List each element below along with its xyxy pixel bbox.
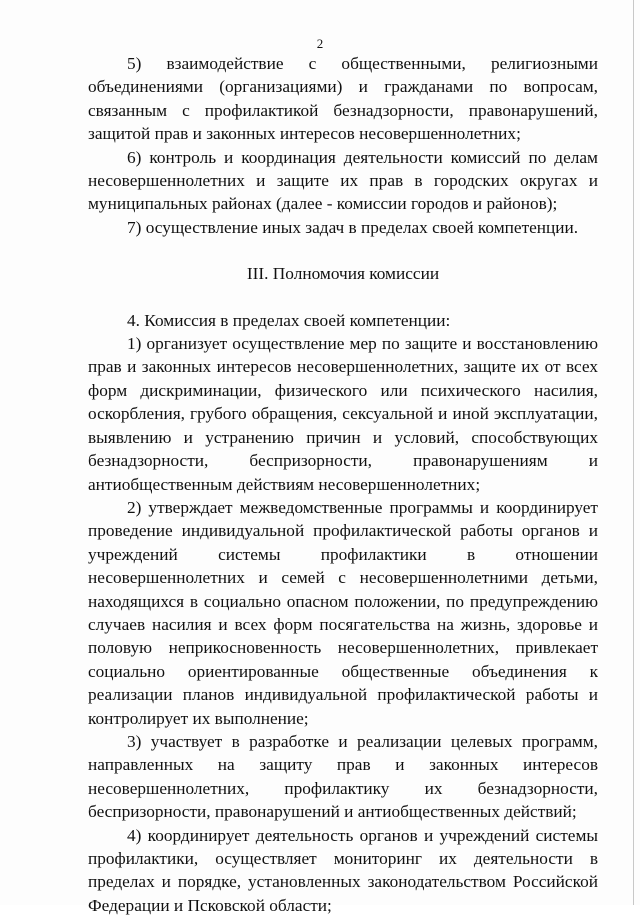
paragraph-clause-4-1: 1) организует осуществление мер по защите и восстановлению прав и законных интересов несовершеннолетних, защите их от всех форм дискриминации, физического или психического насилия, оскорбления, грубого обращения, сексуальной и иной эксплуатации, выявлению и устранению причин и условий, способствующих безнадзорности, беспризорности, правонарушениям и антиобщественным действиям несовершеннолетних; bbox=[88, 334, 598, 494]
paragraph-clause-4-3: 3) участвует в разработке и реализации целевых программ, направленных на защиту прав и законных интересов несовершеннолетних, профилактику их безнадзорности, беспризорности, правонарушений и антиобщественных действий; bbox=[88, 731, 598, 822]
paragraph-item-6: 6) контроль и координация деятельности комиссий по делам несовершеннолетних и защите их прав в городских округах и муниципальных районах (далее - комиссии городов и районов); bbox=[88, 147, 598, 214]
page-number: 2 bbox=[316, 36, 324, 51]
paragraph-item-7: 7) осуществление иных задач в пределах своей компетенции. bbox=[127, 217, 579, 237]
document-body bbox=[88, 52, 598, 917]
page-edge-line bbox=[633, 0, 634, 905]
paragraph-clause-4-4: 4) координирует деятельность органов и учреждений системы профилактики, осуществляет мониторинг их деятельности в пределах и порядке, установленных законодательством Российской Федерации и Псковской области; bbox=[88, 825, 598, 915]
paragraph-clause-4-2: 2) утверждает межведомственные программы и координирует проведение индивидуальной профилактической работы органов и учреждений системы профилактики в отношении несовершеннолетних и семей с несовершеннолетними детьми, находящихся в социально опасном положении, по предупреждению случаев насилия и всех форм посягательства на жизнь, здоровье и половую неприкосновенность несовершеннолетних, привлекает социально ориентированные общественные объединения к реализации планов индивидуальной профилактической работы и контролирует их выполнение; bbox=[88, 497, 598, 728]
paragraph-clause-4: 4. Комиссия в пределах своей компетенции: bbox=[127, 310, 451, 330]
paragraph-item-5: 5) взаимодействие с общественными, религиозными объединениями (организациями) и гражданами по вопросам, связанным с профилактикой безнадзорности, правонарушений, защитой прав и законных интересов несовершеннолетних; bbox=[88, 54, 598, 144]
section-heading: III. Полномочия комиссии bbox=[246, 264, 440, 284]
